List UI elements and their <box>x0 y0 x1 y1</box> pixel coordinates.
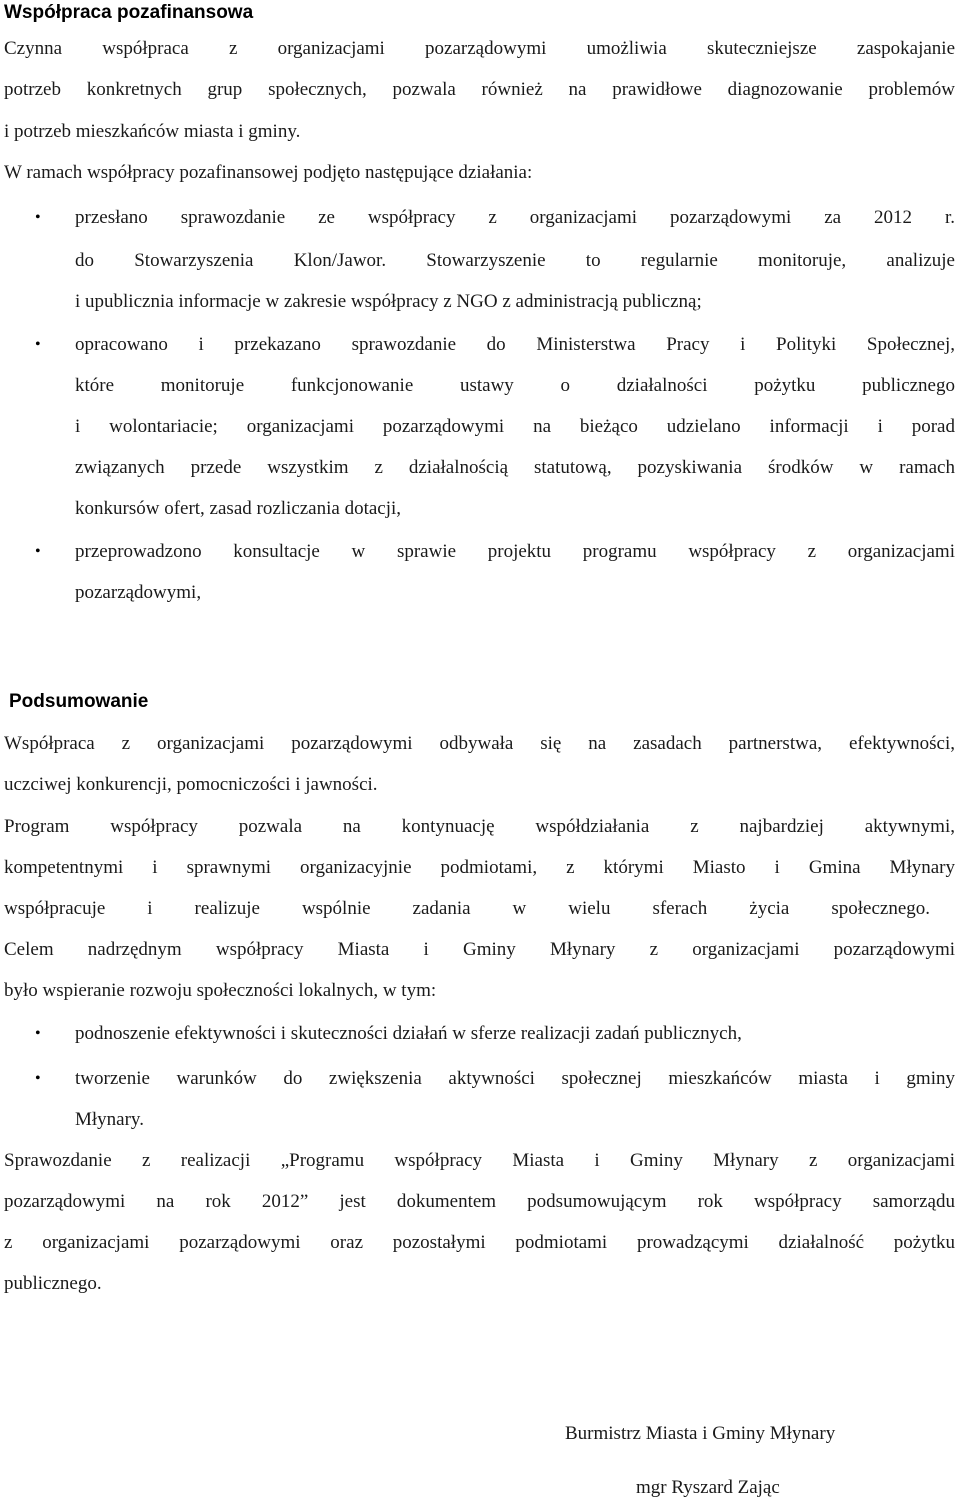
list-item-line: Młynary. <box>75 1109 144 1130</box>
list-item-line: przesłano sprawozdanie ze współpracy z organizacjami pozarządowymi za 2012 r. <box>75 207 955 228</box>
list-item-line: konkursów ofert, zasad rozliczania dotacji, <box>75 498 402 519</box>
list-item-line: opracowano i przekazano sprawozdanie do Ministerstwa Pracy i Polityki Społecznej, <box>75 334 955 355</box>
paragraph-line: W ramach współpracy pozafinansowej podjęto następujące działania: <box>4 162 533 183</box>
signature-name: mgr Ryszard Zając <box>636 1477 780 1498</box>
paragraph-line: Współpraca z organizacjami pozarządowymi odbywała się na zasadach partnerstwa, efektywności, <box>4 733 955 754</box>
paragraph-line: i potrzeb mieszkańców miasta i gminy. <box>4 121 301 142</box>
section-title-summary: Podsumowanie <box>9 691 149 712</box>
paragraph-line: współpracuje i realizuje wspólnie zadania w wielu sferach życia społecznego. <box>4 898 930 919</box>
list-item-line: związanych przede wszystkim z działalnością statutową, pozyskiwania środków w ramach <box>75 457 955 478</box>
list-item-line: tworzenie warunków do zwiększenia aktywności społecznej mieszkańców miasta i gminy <box>75 1068 955 1089</box>
list-item-line: pozarządowymi, <box>75 582 202 603</box>
signature-position: Burmistrz Miasta i Gminy Młynary <box>565 1423 836 1444</box>
paragraph-line: Sprawozdanie z realizacji „Programu współpracy Miasta i Gminy Młynary z organizacjami <box>4 1150 955 1171</box>
paragraph-line: z organizacjami pozarządowymi oraz pozostałymi podmiotami prowadzącymi działalność pożytku <box>4 1232 955 1253</box>
paragraph-line: pozarządowymi na rok 2012” jest dokumentem podsumowującym rok współpracy samorządu <box>4 1191 955 1212</box>
bullet-marker: • <box>35 1025 41 1042</box>
list-item-line: przeprowadzono konsultacje w sprawie projektu programu współpracy z organizacjami <box>75 541 955 562</box>
paragraph-line: Czynna współpraca z organizacjami pozarządowymi umożliwia skuteczniejsze zaspokajanie <box>4 38 955 59</box>
paragraph-line: publicznego. <box>4 1273 102 1294</box>
bullet-marker: • <box>35 336 41 353</box>
paragraph-line: było wspieranie rozwoju społeczności lokalnych, w tym: <box>4 980 437 1001</box>
bullet-marker: • <box>35 1070 41 1087</box>
paragraph-line: potrzeb konkretnych grup społecznych, pozwala również na prawidłowe diagnozowanie problemów <box>4 79 955 100</box>
section-title-cooperation: Współpraca pozafinansowa <box>4 2 254 23</box>
paragraph-line: kompetentnymi i sprawnymi organizacyjnie podmiotami, z którymi Miasto i Gmina Młynary <box>4 857 955 878</box>
list-item-line: do Stowarzyszenia Klon/Jawor. Stowarzyszenie to regularnie monitoruje, analizuje <box>75 250 955 271</box>
bullet-marker: • <box>35 209 41 226</box>
paragraph-line: Program współpracy pozwala na kontynuację współdziałania z najbardziej aktywnymi, <box>4 816 955 837</box>
paragraph-line: uczciwej konkurencji, pomocniczości i jawności. <box>4 774 378 795</box>
bullet-marker: • <box>35 543 41 560</box>
paragraph-line: Celem nadrzędnym współpracy Miasta i Gminy Młynary z organizacjami pozarządowymi <box>4 939 955 960</box>
list-item-line: i upublicznia informacje w zakresie współpracy z NGO z administracją publiczną; <box>75 291 702 312</box>
list-item-line: podnoszenie efektywności i skuteczności działań w sferze realizacji zadań publicznych, <box>75 1023 742 1044</box>
list-item-line: i wolontariacie; organizacjami pozarządowymi na bieżąco udzielano informacji i porad <box>75 416 955 437</box>
list-item-line: które monitoruje funkcjonowanie ustawy o działalności pożytku publicznego <box>75 375 955 396</box>
